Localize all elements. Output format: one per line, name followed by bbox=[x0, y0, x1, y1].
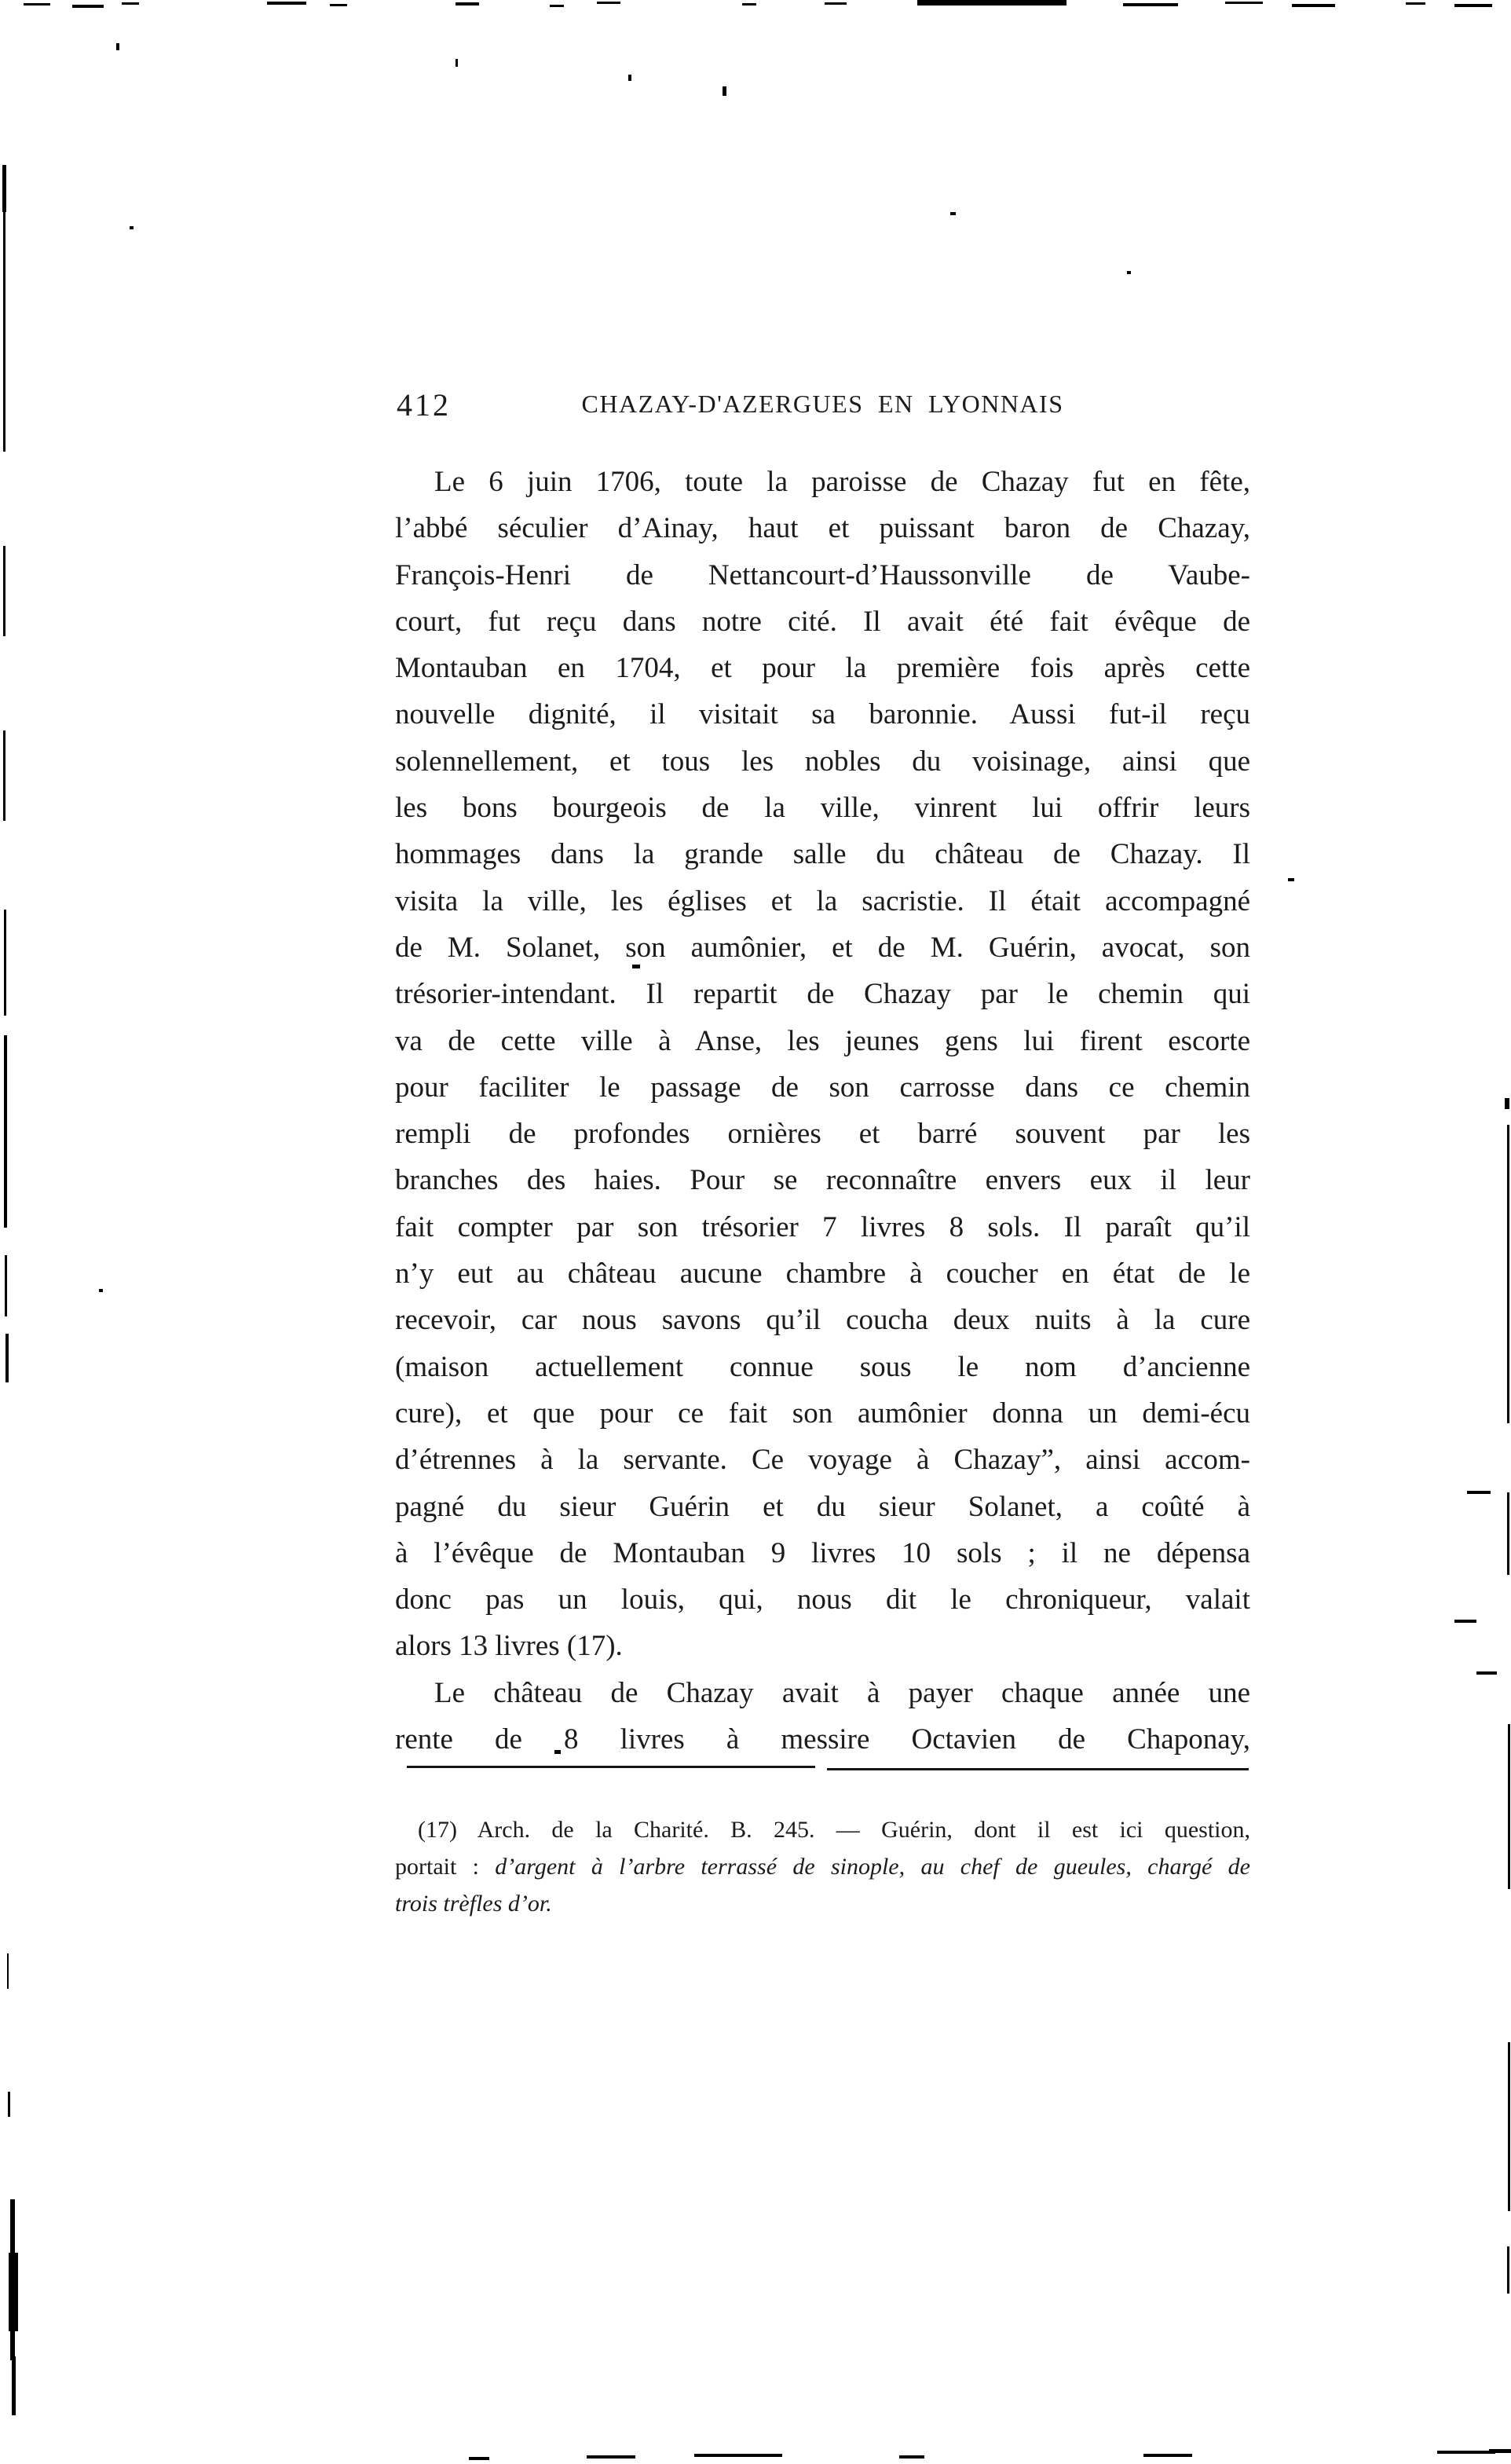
scan-mark bbox=[3, 546, 5, 636]
text-line: fait compter par son trésorier 7 livres 8 sols. Il paraît qu’il bbox=[395, 1210, 1250, 1243]
page-number: 412 bbox=[397, 387, 451, 423]
text-line: recevoir, car nous savons qu’il coucha deux nuits à la cure bbox=[395, 1304, 1250, 1337]
footnote-rule bbox=[407, 1766, 815, 1768]
scan-mark bbox=[99, 1289, 103, 1292]
text-line: à l’évêque de Montauban 9 livres 10 sols ; il ne dépensa bbox=[395, 1536, 1250, 1569]
text-line: Le château de Chazay avait à payer chaque année une bbox=[434, 1676, 1250, 1709]
scan-mark bbox=[455, 59, 458, 67]
scan-mark bbox=[455, 2, 479, 5]
text-line: visita la ville, les églises et la sacristie. Il était accompagné bbox=[395, 884, 1250, 917]
scan-mark bbox=[628, 75, 631, 81]
text-line: Montauban en 1704, et pour la première fois après cette bbox=[395, 652, 1250, 685]
scan-mark bbox=[1454, 4, 1492, 7]
scan-mark bbox=[1123, 3, 1178, 6]
scan-mark bbox=[1225, 2, 1263, 4]
scan-mark bbox=[742, 3, 756, 5]
scan-mark bbox=[5, 1334, 9, 1382]
text-line: court, fut reçu dans notre cité. Il avait été fait évêque de bbox=[395, 605, 1250, 638]
scan-mark bbox=[122, 2, 139, 5]
text-line: l’abbé séculier d’Ainay, haut et puissant baron de Chazay, bbox=[395, 512, 1250, 545]
scan-mark bbox=[1437, 2451, 1495, 2454]
scan-mark bbox=[9, 2253, 18, 2331]
scan-mark bbox=[1476, 1671, 1497, 1675]
text-line: branches des haies. Pour se reconnaître envers eux il leur bbox=[395, 1164, 1250, 1197]
text-line: les bons bourgeois de la ville, vinrent lui offrir leurs bbox=[395, 792, 1250, 825]
scan-mark bbox=[4, 910, 6, 1016]
footnote-text-italic: trois trèfles d’or. bbox=[395, 1891, 552, 1917]
text-line: de M. Solanet, son aumônier, et de M. Guérin, avocat, son bbox=[395, 931, 1250, 964]
running-head bbox=[395, 385, 1250, 426]
scan-mark bbox=[1454, 1620, 1476, 1623]
scan-mark bbox=[130, 226, 134, 229]
scan-mark bbox=[694, 2454, 782, 2457]
footnote-text-italic: d’argent à l’arbre terrassé de sinople, au chef de gueules, chargé de bbox=[495, 1854, 1250, 1880]
scan-mark bbox=[7, 1953, 9, 1989]
text-line: donc pas un louis, qui, nous dit le chroniqueur, valait bbox=[395, 1583, 1250, 1616]
scan-mark bbox=[1406, 2, 1425, 5]
scan-mark bbox=[3, 730, 5, 821]
scan-mark bbox=[597, 2, 620, 4]
running-title: CHAZAY-D'AZERGUES EN LYONNAIS bbox=[581, 390, 1064, 418]
scan-mark bbox=[267, 2, 306, 5]
scan-mark bbox=[1508, 2042, 1510, 2211]
text-line: va de cette ville à Anse, les jeunes gens lui firent escorte bbox=[395, 1024, 1250, 1057]
text-line: nouvelle dignité, il visitait sa baronnie. Aussi fut-il reçu bbox=[395, 698, 1250, 731]
footnote-line bbox=[395, 1848, 1250, 1885]
scan-mark bbox=[4, 1035, 7, 1228]
scan-mark bbox=[1507, 1125, 1509, 1423]
scan-mark bbox=[116, 43, 119, 50]
text-line: rente de 8 livres à messire Octavien de Chaponay, bbox=[395, 1723, 1250, 1756]
scan-mark bbox=[469, 2457, 489, 2460]
text-line: François-Henri de Nettancourt-d’Haussonville de Vaube- bbox=[395, 558, 1250, 591]
text-line: d’étrennes à la servante. Ce voyage à Chazay”, ainsi accom- bbox=[395, 1444, 1250, 1477]
scan-mark bbox=[8, 2092, 10, 2117]
scan-mark bbox=[3, 196, 5, 452]
scan-mark bbox=[1508, 1724, 1510, 1889]
footnote bbox=[395, 1811, 1250, 1922]
scan-mark bbox=[24, 3, 50, 5]
footnote-rule bbox=[827, 1768, 1249, 1770]
scan-mark bbox=[1143, 2454, 1192, 2457]
scan-mark bbox=[330, 4, 347, 6]
footnote-text-roman: portait : bbox=[395, 1854, 496, 1880]
text-line: n’y eut au château aucune chambre à coucher en état de le bbox=[395, 1258, 1250, 1291]
scan-mark bbox=[587, 2455, 635, 2459]
text-line: pagné du sieur Guérin et du sieur Solanet, a coûté à bbox=[395, 1490, 1250, 1523]
body-text bbox=[395, 459, 1250, 1763]
footnote-line bbox=[395, 1885, 1250, 1922]
scan-mark bbox=[1507, 2246, 1509, 2294]
scan-mark bbox=[950, 212, 956, 215]
text-line: Le 6 juin 1706, toute la paroisse de Chazay fut en fête, bbox=[434, 466, 1250, 498]
scan-mark bbox=[917, 0, 1066, 5]
scan-mark bbox=[1507, 1492, 1509, 1575]
scan-mark bbox=[1505, 1098, 1509, 1109]
text-line: rempli de profondes ornières et barré souvent par les bbox=[395, 1118, 1250, 1151]
scan-mark bbox=[1288, 878, 1294, 881]
text-line: pour faciliter le passage de son carrosse dans ce chemin bbox=[395, 1071, 1250, 1104]
text-line: solennellement, et tous les nobles du voisinage, ainsi que bbox=[395, 745, 1250, 778]
scan-mark bbox=[12, 2356, 16, 2415]
scan-mark bbox=[1292, 4, 1335, 7]
scan-mark bbox=[825, 2, 847, 5]
scan-mark bbox=[550, 5, 564, 7]
text-line: cure), et que pour ce fait son aumônier donna un demi-écu bbox=[395, 1397, 1250, 1430]
scan-mark bbox=[723, 86, 726, 96]
text-line: (maison actuellement connue sous le nom d’ancienne bbox=[395, 1350, 1250, 1383]
footnote-line: (17) Arch. de la Charité. B. 245. — Guérin, dont il est ici question, bbox=[418, 1817, 1250, 1843]
text-line: trésorier-intendant. Il repartit de Chazay par le chemin qui bbox=[395, 978, 1250, 1011]
scan-mark bbox=[5, 1255, 7, 1316]
text-line: alors 13 livres (17). bbox=[395, 1630, 623, 1663]
scan-mark bbox=[1467, 1491, 1491, 1494]
scan-mark bbox=[72, 5, 104, 8]
scan-mark bbox=[899, 2455, 924, 2459]
text-line: hommages dans la grande salle du château de Chazay. Il bbox=[395, 838, 1250, 871]
scan-mark bbox=[1127, 271, 1131, 274]
